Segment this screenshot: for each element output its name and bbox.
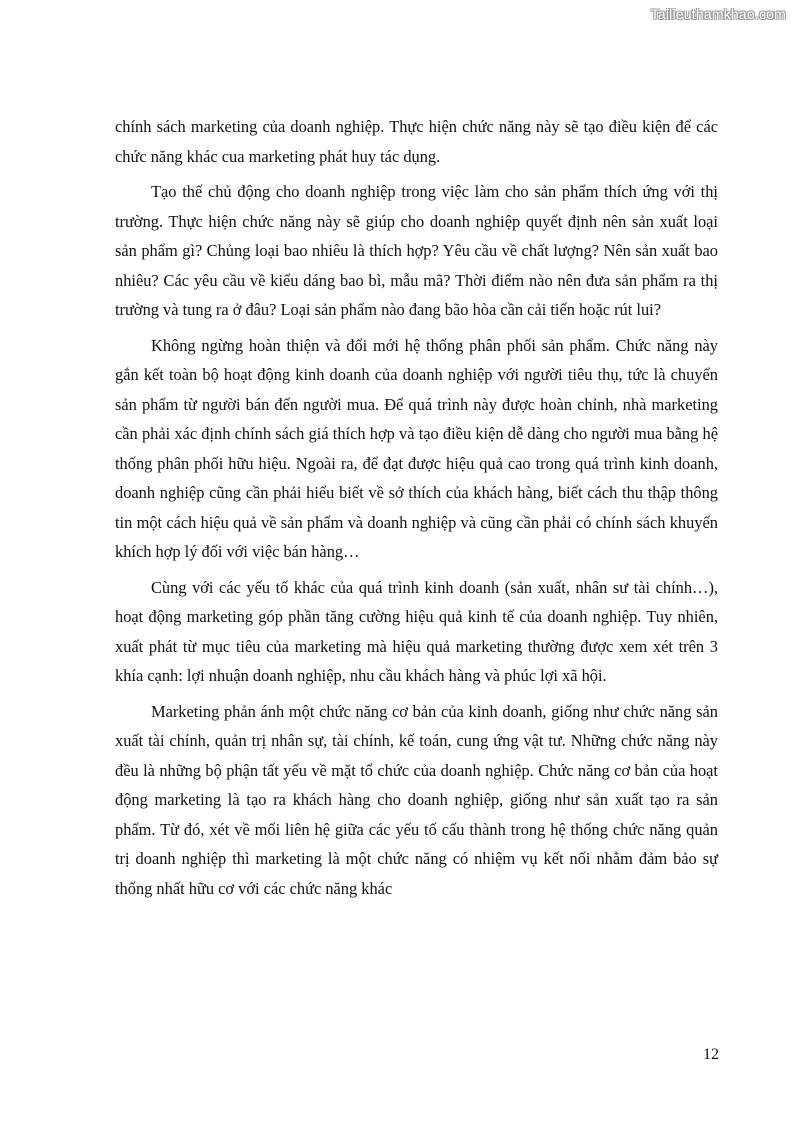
watermark: Tailieuthamkhao.com	[650, 6, 786, 22]
page-number: 12	[703, 1046, 719, 1063]
paragraph-3: Không ngừng hoàn thiện và đổi mới hệ thống phân phối sản phẩm. Chức năng này gắn kết toàn bộ hoạt động kinh doanh của doanh nghiệp với người tiêu thụ, tức là chuyển sản phẩm từ người bán đến người mua. Để quá trình này được hoàn chỉnh, nhà marketing cần phải xác định chính sách giá thích hợp và tạo điều kiện dễ dàng cho người mua bằng hệ thống phân phối hữu hiệu. Ngoài ra, để đạt được hiệu quả cao trong quá trình kinh doanh, doanh nghiệp cũng cần phải hiểu biết về sở thích của khách hàng, biết cách thu thập thông tin một cách hiệu quả về sản phẩm và doanh nghiệp và cũng cần phải có chính sách khuyến khích hợp lý đối với việc bán hàng…	[115, 335, 718, 561]
document-body	[115, 112, 718, 909]
paragraph-4: Cùng với các yếu tố khác của quá trình kinh doanh (sản xuất, nhân sư tài chính…), hoạt động marketing góp phần tăng cường hiệu quả kinh tế của doanh nghiệp. Tuy nhiên, xuất phát từ mục tiêu của marketing mà hiệu quả marketing thường được xem xét trên 3 khía cạnh: lợi nhuận doanh nghiệp, nhu cầu khách hàng và phúc lợi xã hội.	[115, 577, 718, 685]
paragraph-2: Tạo thế chủ động cho doanh nghiệp trong việc làm cho sản phẩm thích ứng với thị trường. Thực hiện chức năng này sẽ giúp cho doanh nghiệp quyết định nên sản xuất loại sản phẩm gì? Chủng loại bao nhiêu là thích hợp? Yêu cầu về chất lượng? Nên sản xuất bao nhiêu? Các yêu cầu về kiểu dáng bao bì, mẫu mã? Thời điểm nào nên đưa sản phẩm ra thị trường và tung ra ở đâu? Loại sản phẩm nào đang bão hòa cần cải tiến hoặc rút lui?	[115, 182, 718, 319]
paragraph-5: Marketing phản ánh một chức năng cơ bản của kinh doanh, giống như chức năng sản xuất tài chính, quản trị nhân sự, tài chính, kế toán, cung ứng vật tư. Những chức năng này đều là những bộ phận tất yếu về mặt tổ chức của doanh nghiệp. Chức năng cơ bản của hoạt động marketing là tạo ra khách hàng cho doanh nghiệp, giống như sản xuất tạo ra sản phẩm. Từ đó, xét về mối liên hệ giữa các yếu tố cấu thành trong hệ thống chức năng quản trị doanh nghiệp thì marketing là một chức năng có nhiệm vụ kết nối nhằm đảm bảo sự thống nhất hữu cơ với các chức năng khác	[115, 701, 718, 898]
paragraph-1: chính sách marketing của doanh nghiệp. Thực hiện chức năng này sẽ tạo điều kiện để các chức năng khác cua marketing phát huy tác dụng.	[115, 117, 718, 166]
